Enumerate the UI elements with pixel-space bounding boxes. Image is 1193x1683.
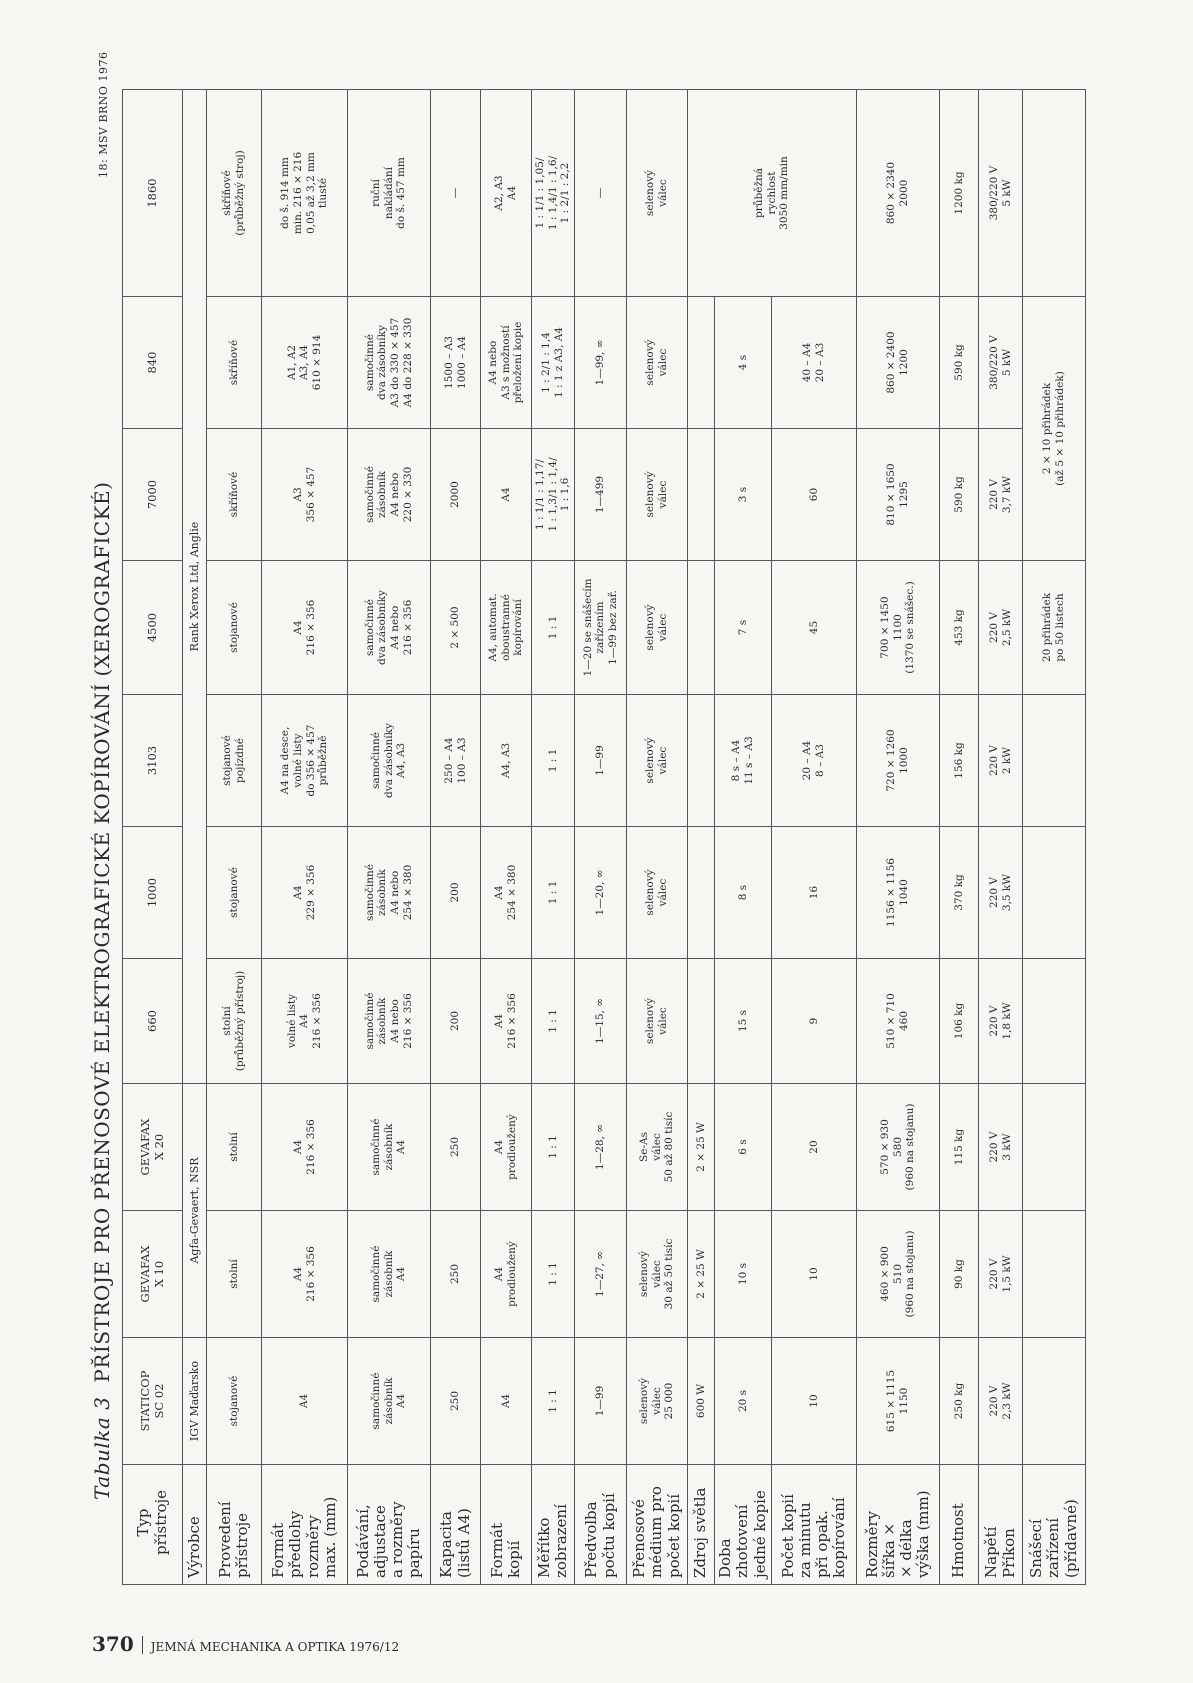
manufacturer-row	[183, 90, 207, 1585]
table-cell	[1023, 695, 1086, 827]
row-label: Formát předlohy rozměry max. (mm)	[262, 1465, 348, 1585]
manufacturer-agfa: Agfa-Gevaert, NSR	[183, 1084, 207, 1338]
row-label: Doba zhotovení jedné kopie	[715, 1465, 772, 1585]
table-cell: A4, A3	[481, 695, 532, 827]
table-cell: 720 × 1260 1000	[857, 695, 940, 827]
row-label: Provedení přístroje	[207, 1465, 262, 1585]
table-cell: —	[431, 90, 481, 297]
speed-1860-cell: průběžná rychlost 3050 mm/min	[688, 90, 857, 297]
corner-note: 18: MSV BRNO 1976	[97, 51, 110, 178]
table-cell: A4 216 × 356	[262, 1211, 348, 1338]
table-cell: 1 : 1	[532, 561, 575, 695]
table-cell: 250 kg	[940, 1338, 979, 1465]
table-row	[715, 90, 772, 1585]
table-row	[262, 90, 348, 1585]
manufacturer-rank-xerox: Rank Xerox Ltd, Anglie	[183, 90, 207, 1084]
table-cell: 1 : 1	[532, 959, 575, 1084]
footer-divider	[142, 1636, 143, 1654]
table-cell	[688, 561, 715, 695]
table-cell: A4 229 × 356	[262, 827, 348, 959]
model-1000: 1000	[123, 827, 183, 959]
table-cell: 1—99	[575, 1338, 627, 1465]
table-cell: 20	[772, 1084, 857, 1211]
table-cell: selenový válec	[627, 959, 688, 1084]
table-row	[627, 90, 688, 1585]
table-cell: A3 356 × 457	[262, 429, 348, 561]
table-cell: 1 : 1/1 : 1,05/ 1 : 1,4/1 : 1,6/ 1 : 2/1 : 2,2	[532, 90, 575, 297]
table-cell: A4 prodloužený	[481, 1211, 532, 1338]
table-cell: A4 216 × 356	[262, 1084, 348, 1211]
table-cell: selenový válec 25 000	[627, 1338, 688, 1465]
table-cell: 860 × 2340 2000	[857, 90, 940, 297]
row-label: Měřítko zobrazení	[532, 1465, 575, 1585]
table-cell: A4	[481, 429, 532, 561]
table-cell	[1023, 827, 1086, 959]
table-cell: 1—27, ∞	[575, 1211, 627, 1338]
table-cell: 1—15, ∞	[575, 959, 627, 1084]
table-cell: selenový válec	[627, 827, 688, 959]
model-1860: 1860	[123, 90, 183, 297]
table-cell: 2 × 25 W	[688, 1084, 715, 1211]
table-row	[431, 90, 481, 1585]
table-cell: samočinné dva zásobníky A4 nebo 216 × 356	[348, 561, 431, 695]
table-cell: A4	[481, 1338, 532, 1465]
table-cell: A2, A3 A4	[481, 90, 532, 297]
table-cell: 20 přihrádek po 50 listech	[1023, 561, 1086, 695]
table-cell: 220 V 2,3 kW	[979, 1338, 1023, 1465]
table-cell: 590 kg	[940, 429, 979, 561]
table-cell: 380/220 V 5 kW	[979, 297, 1023, 429]
row-label: Přenosové médium pro počet kopií	[627, 1465, 688, 1585]
table-cell: 220 V 2 kW	[979, 695, 1023, 827]
table-row	[207, 90, 262, 1585]
table-cell: selenový válec	[627, 429, 688, 561]
table-cell: selenový válec	[627, 561, 688, 695]
table-cell: do š. 914 mm min. 216 × 216 0,05 až 3,2 mm tlusté	[262, 90, 348, 297]
table-cell: stolní	[207, 1084, 262, 1211]
table-title-text: PŘÍSTROJE PRO PŘENOSOVÉ ELEKTROGRAFICKÉ KOPÍROVÁNÍ (XEROGRAFICKÉ)	[90, 481, 114, 1383]
table-cell: 15 s	[715, 959, 772, 1084]
table-cell: 1 : 1	[532, 1084, 575, 1211]
row-label: Výrobce	[183, 1465, 207, 1585]
table-cell: 1 : 1	[532, 1211, 575, 1338]
table-cell	[1023, 1211, 1086, 1338]
table-cell: stolní	[207, 1211, 262, 1338]
table-cell: 220 V 1,5 kW	[979, 1211, 1023, 1338]
table-cell: 200	[431, 827, 481, 959]
model-4500: 4500	[123, 561, 183, 695]
table-cell: 615 × 1115 1150	[857, 1338, 940, 1465]
row-label: Kapacita (listů A4)	[431, 1465, 481, 1585]
table-container	[122, 90, 1080, 1585]
page-number: 370	[92, 1632, 134, 1656]
table-cell: 380/220 V 5 kW	[979, 90, 1023, 297]
table-cell: 370 kg	[940, 827, 979, 959]
table-cell: 600 W	[688, 1338, 715, 1465]
model-7000: 7000	[123, 429, 183, 561]
table-cell: 810 × 1650 1295	[857, 429, 940, 561]
table-cell: selenový válec	[627, 297, 688, 429]
row-label: Snášecí zařízení (přídavné)	[1023, 1465, 1086, 1585]
table-cell: 1—99, ∞	[575, 297, 627, 429]
table-cell: stojanové	[207, 827, 262, 959]
table-row	[940, 90, 979, 1585]
table-cell: samočinné zásobník A4	[348, 1084, 431, 1211]
table-row	[532, 90, 575, 1585]
table-row	[481, 90, 532, 1585]
table-row	[979, 90, 1023, 1585]
table-cell: A4 216 × 356	[262, 561, 348, 695]
table-cell: A1, A2 A3, A4 610 × 914	[262, 297, 348, 429]
table-cell: A4 nebo A3 s možností přeložení kopie	[481, 297, 532, 429]
table-cell: skříňové	[207, 429, 262, 561]
row-label: Předvolba počtu kopií	[575, 1465, 627, 1585]
table-cell: skříňové (průběžný stroj)	[207, 90, 262, 297]
table-cell: selenový válec	[627, 695, 688, 827]
table-cell: 1—28, ∞	[575, 1084, 627, 1211]
table-cell: —	[575, 90, 627, 297]
table-cell	[688, 827, 715, 959]
table-cell: 90 kg	[940, 1211, 979, 1338]
table-row	[348, 90, 431, 1585]
table-cell: 220 V 3,5 kW	[979, 827, 1023, 959]
table-cell: 200	[431, 959, 481, 1084]
table-cell: 4 s	[715, 297, 772, 429]
table-cell: 1 : 1	[532, 695, 575, 827]
table-cell: 1—499	[575, 429, 627, 561]
table-row	[1023, 90, 1086, 1585]
table-row	[857, 90, 940, 1585]
header-row	[123, 90, 183, 1585]
table-cell: 10	[772, 1211, 857, 1338]
table-cell: 220 V 3,7 kW	[979, 429, 1023, 561]
table-cell: 2 × 500	[431, 561, 481, 695]
table-cell: 20 s	[715, 1338, 772, 1465]
table-cell: ruční nakládání do š. 457 mm	[348, 90, 431, 297]
row-label: Rozměry šířka × × délka výška (mm)	[857, 1465, 940, 1585]
table-cell: 8 s – A4 11 s – A3	[715, 695, 772, 827]
table-cell: stojanové	[207, 561, 262, 695]
table-cell: stojanové pojízdné	[207, 695, 262, 827]
table-cell	[688, 297, 715, 429]
table-cell: A4 254 × 380	[481, 827, 532, 959]
table-cell: samočinné zásobník A4	[348, 1338, 431, 1465]
model-gevafax-x10: GEVAFAX X 10	[123, 1211, 183, 1338]
table-cell: 460 × 900 510 (960 na stojanu)	[857, 1211, 940, 1338]
table-cell: 1156 × 1156 1040	[857, 827, 940, 959]
table-cell	[1023, 959, 1086, 1084]
table-cell: 16	[772, 827, 857, 959]
table-cell: 700 × 1450 1100 (1370 se snášec.)	[857, 561, 940, 695]
model-staticop: STATICOP SC 02	[123, 1338, 183, 1465]
row-label: Hmotnost	[940, 1465, 979, 1585]
table-cell: 60	[772, 429, 857, 561]
table-cell: Se-As válec 50 až 80 tisíc	[627, 1084, 688, 1211]
table-cell: 9	[772, 959, 857, 1084]
table-cell: 45	[772, 561, 857, 695]
table-cell	[1023, 90, 1086, 297]
table-cell: 510 × 710 460	[857, 959, 940, 1084]
table-cell: samočinné zásobník A4	[348, 1211, 431, 1338]
model-3103: 3103	[123, 695, 183, 827]
table-cell: 106 kg	[940, 959, 979, 1084]
table-cell: A4 na desce, volné listy do 356 × 457 průběžně	[262, 695, 348, 827]
table-row	[688, 90, 715, 1585]
page-footer	[92, 1632, 399, 1656]
table-cell: 3 s	[715, 429, 772, 561]
table-cell: 570 × 930 580 (960 na stojanu)	[857, 1084, 940, 1211]
table-cell: 156 kg	[940, 695, 979, 827]
table-cell: 220 V 2,5 kW	[979, 561, 1023, 695]
table-cell: 250 – A4 100 – A3	[431, 695, 481, 827]
table-row	[575, 90, 627, 1585]
model-840: 840	[123, 297, 183, 429]
table-title	[90, 482, 114, 1500]
table-cell: selenový válec 30 až 50 tisíc	[627, 1211, 688, 1338]
table-cell: 2 × 25 W	[688, 1211, 715, 1338]
table-cell: 40 – A4 20 – A3	[772, 297, 857, 429]
table-cell: 2000	[431, 429, 481, 561]
row-label: Podávání, adjustace a rozměry papíru	[348, 1465, 431, 1585]
table-cell: 860 × 2400 1200	[857, 297, 940, 429]
row-label: Napětí Příkon	[979, 1465, 1023, 1585]
table-cell: 115 kg	[940, 1084, 979, 1211]
table-cell: selenový válec	[627, 90, 688, 297]
table-cell: 10 s	[715, 1211, 772, 1338]
journal-name: JEMNÁ MECHANIKA A OPTIKA 1976/12	[150, 1640, 400, 1654]
model-660: 660	[123, 959, 183, 1084]
table-cell: 250	[431, 1338, 481, 1465]
copier-spec-table	[122, 89, 1086, 1585]
table-cell: 1500 – A3 1000 – A4	[431, 297, 481, 429]
table-cell: 220 V 3 kW	[979, 1084, 1023, 1211]
table-cell: 1 : 2/1 : 1,4 1 : 1 z A3, A4	[532, 297, 575, 429]
table-cell: volné listy A4 216 × 356	[262, 959, 348, 1084]
table-cell: samočinné zásobník A4 nebo 254 × 380	[348, 827, 431, 959]
table-cell: 1200 kg	[940, 90, 979, 297]
table-cell: samočinné zásobník A4 nebo 216 × 356	[348, 959, 431, 1084]
table-cell: samočinné dva zásobníky A3 do 330 × 457 A4 do 228 × 330	[348, 297, 431, 429]
row-label: Počet kopií za minutu při opak. kopírování	[772, 1465, 857, 1585]
table-cell: 1 : 1	[532, 827, 575, 959]
table-cell: 7 s	[715, 561, 772, 695]
table-cell: A4	[262, 1338, 348, 1465]
table-cell: 590 kg	[940, 297, 979, 429]
table-cell: 1 : 1/1 : 1,17/ 1 : 1,3/1 : 1,4/ 1 : 1,6	[532, 429, 575, 561]
table-cell: 1 : 1	[532, 1338, 575, 1465]
table-cell	[688, 429, 715, 561]
table-cell	[688, 695, 715, 827]
model-gevafax-x20: GEVAFAX X 20	[123, 1084, 183, 1211]
table-cell: 453 kg	[940, 561, 979, 695]
table-cell: 250	[431, 1084, 481, 1211]
table-cell	[1023, 1338, 1086, 1465]
table-cell: stolní (průběžný přístroj)	[207, 959, 262, 1084]
table-cell: 6 s	[715, 1084, 772, 1211]
table-cell: A4 216 × 356	[481, 959, 532, 1084]
table-cell	[688, 959, 715, 1084]
table-cell: A4, automat. oboustranné kopírování	[481, 561, 532, 695]
table-cell: 20 – A4 8 – A3	[772, 695, 857, 827]
table-cell: 1—99	[575, 695, 627, 827]
table-cell: 10	[772, 1338, 857, 1465]
table-cell: 1—20 se snášecím zařízením 1—99 bez zař.	[575, 561, 627, 695]
table-cell: 8 s	[715, 827, 772, 959]
table-cell: 1—20, ∞	[575, 827, 627, 959]
table-cell: 220 V 1,8 kW	[979, 959, 1023, 1084]
table-cell: A4 prodloužený	[481, 1084, 532, 1211]
table-number: Tabulka 3	[90, 1396, 114, 1500]
row-label: Formát kopií	[481, 1465, 532, 1585]
table-cell	[1023, 1084, 1086, 1211]
header-label: Typ přístroje	[123, 1465, 183, 1585]
row-label: Zdroj světla	[688, 1465, 715, 1585]
manufacturer-igv: IGV Maďarsko	[183, 1338, 207, 1465]
table-cell: samočinné dva zásobníky A4, A3	[348, 695, 431, 827]
table-cell: stojanové	[207, 1338, 262, 1465]
table-row	[772, 90, 857, 1585]
table-cell: samočinné zásobník A4 nebo 220 × 330	[348, 429, 431, 561]
table-cell: skříňové	[207, 297, 262, 429]
table-cell: 2 × 10 přihrádek (až 5 × 10 přihrádek)	[1023, 297, 1086, 561]
table-cell: 250	[431, 1211, 481, 1338]
